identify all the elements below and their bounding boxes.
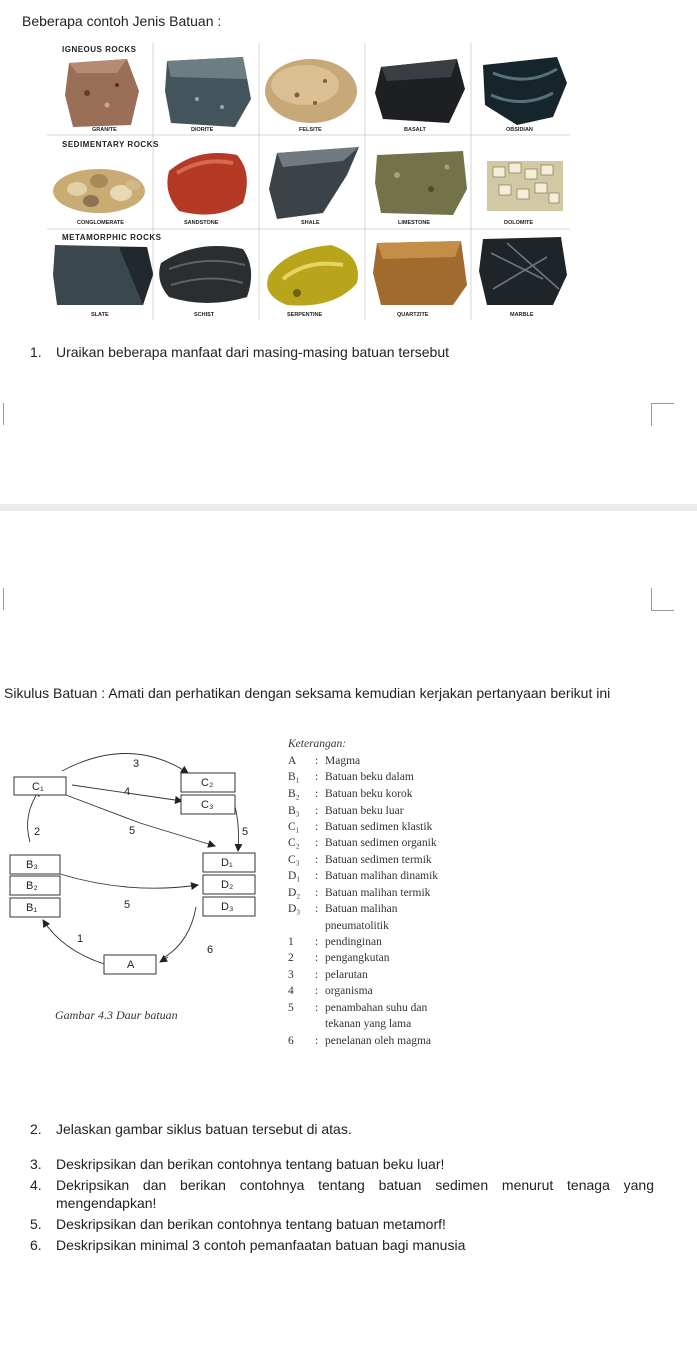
felsite-label: FELSITE	[299, 127, 322, 133]
rock-cycle-intro: Sikulus Batuan : Amati dan perhatikan dengan seksama kemudian kerjakan pertanyaan berikut ini	[4, 685, 611, 701]
arrow-label-4: 4	[124, 786, 131, 798]
question-text: Deskripsikan dan berikan contohnya tentang batuan metamorf!	[56, 1216, 446, 1232]
shale-label: SHALE	[301, 220, 320, 226]
question-text: Deskripsikan minimal 3 contoh pemanfaatan batuan bagi manusia	[56, 1237, 466, 1253]
basalt-label: BASALT	[404, 127, 426, 133]
question-text: Dekripsikan dan berikan contohnya tentang batuan sedimen menurut tenaga yang mengendapkan!	[56, 1177, 654, 1211]
d1-box-label: D₁	[221, 857, 233, 869]
arrow-label-5: 5	[242, 826, 249, 838]
arrow-label-5: 5	[129, 825, 136, 837]
dolomite-label: DOLOMITE	[504, 220, 534, 226]
answer-box-corner	[3, 588, 5, 610]
marble-image	[479, 237, 567, 305]
question-number: 5.	[30, 1216, 42, 1232]
sandstone-label: SANDSTONE	[184, 220, 219, 226]
page-heading: Beberapa contoh Jenis Batuan :	[22, 13, 222, 29]
limestone-image	[375, 151, 467, 215]
conglomerate-label: CONGLOMERATE	[77, 220, 124, 226]
b1-box-label: B₁	[26, 902, 38, 914]
question-number: 2.	[30, 1121, 42, 1137]
arrow-label-1: 1	[77, 933, 84, 945]
sedimentary-rocks-title: SEDIMENTARY ROCKS	[62, 140, 159, 149]
answer-box-corner	[651, 588, 674, 611]
metamorphic-rocks-title: METAMORPHIC ROCKS	[62, 233, 162, 242]
rock-cycle-diagram	[0, 745, 290, 1030]
a-box-label: A	[127, 959, 135, 971]
felsite-image	[265, 59, 357, 123]
arrow-label-2: 2	[34, 826, 41, 838]
diagram-caption: Gambar 4.3 Daur batuan	[55, 1008, 178, 1022]
igneous-rocks-title: IGNEOUS ROCKS	[62, 45, 137, 54]
c3-box-label: C₃	[201, 799, 214, 811]
b3-box-label: B₃	[26, 859, 38, 871]
conglomerate-image	[53, 169, 145, 213]
c1-box-label: C₁	[32, 781, 44, 793]
question-number: 1.	[30, 344, 42, 360]
diorite-label: DIORITE	[191, 127, 214, 133]
answer-box-corner	[3, 403, 5, 425]
rock-types-figure	[47, 43, 570, 320]
slate-image	[53, 245, 153, 305]
question-number: 6.	[30, 1237, 42, 1253]
serpentine-label: SERPENTINE	[287, 312, 323, 318]
c2-box-label: C₂	[201, 777, 214, 789]
marble-label: MARBLE	[510, 312, 534, 318]
arrow-label-5: 5	[124, 899, 131, 911]
question-number: 3.	[30, 1156, 42, 1172]
arrow-label-3: 3	[133, 758, 140, 770]
legend-title: Keterangan:	[288, 738, 347, 750]
granite-image	[65, 59, 139, 127]
question-text: Uraikan beberapa manfaat dari masing-masing batuan tersebut	[56, 344, 450, 360]
d2-box-label: D₂	[221, 879, 234, 891]
limestone-label: LIMESTONE	[398, 220, 430, 226]
basalt-image	[375, 59, 465, 123]
answer-box-corner	[651, 403, 674, 426]
b2-box-label: B₂	[26, 880, 38, 892]
page-divider	[0, 504, 697, 511]
granite-label: GRANITE	[92, 127, 117, 133]
question-text: Jelaskan gambar siklus batuan tersebut di atas.	[56, 1121, 352, 1137]
diorite-image	[165, 57, 251, 127]
quartzite-label: QUARTZITE	[397, 312, 429, 318]
arrow-label-6: 6	[207, 944, 214, 956]
question-number: 4.	[30, 1177, 42, 1193]
question-text: Deskripsikan dan berikan contohnya tentang batuan beku luar!	[56, 1156, 445, 1172]
dolomite-image	[487, 161, 563, 211]
obsidian-label: OBSIDIAN	[506, 127, 533, 133]
slate-label: SLATE	[91, 312, 109, 318]
d3-box-label: D₃	[221, 901, 234, 913]
quartzite-image	[373, 241, 467, 305]
schist-label: SCHIST	[194, 312, 215, 318]
